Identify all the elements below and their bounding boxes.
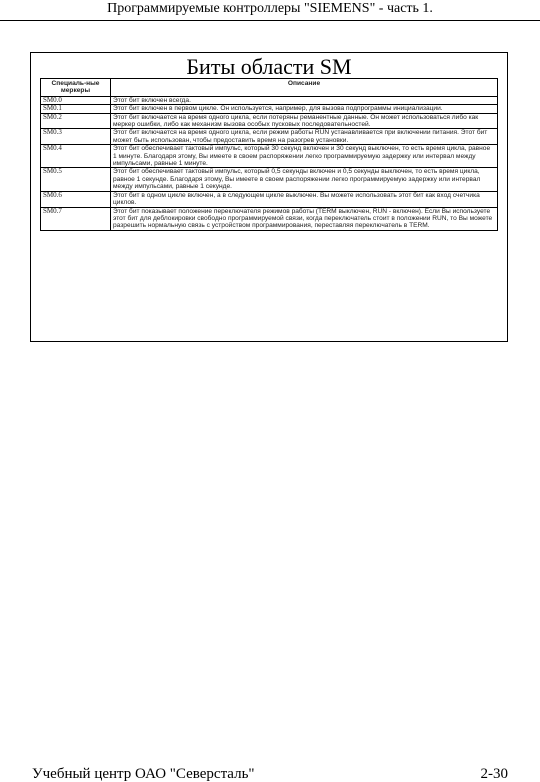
section-title: Биты области SM	[186, 54, 352, 79]
table-row	[41, 113, 498, 129]
page-header-text: Программируемые контроллеры "SIEMENS" - часть 1.	[107, 1, 433, 16]
table-row	[41, 129, 498, 145]
description-cell: Этот бит включается на время одного цикла, если режим работы RUN устанавливается при включении питания. Этот бит может быть использован, чтобы предоставить время на разогрев установки.	[111, 129, 498, 145]
marker-cell: SM0.7	[41, 207, 111, 230]
description-cell: Этот бит обеспечивает тактовый импульс, который 30 секунд включен и 30 секунд выключен, то есть время цикла, равное 1 минуте. Благодаря этому, Вы имеете в своем распоряжении легко программируемую задержку или интервал между импульсами, равные 1 минуте.	[111, 145, 498, 168]
description-cell: Этот бит обеспечивает тактовый импульс, который 0,5 секунды включен и 0,5 секунды выключен, то есть время цикла, равное 1 секунде. Благодаря этому, Вы имеете в своем распоряжении легко программируемую задержку или интервал между импульсами, равные 1 секунде.	[111, 168, 498, 191]
table-row	[41, 96, 498, 104]
column-header-description: Описание	[111, 79, 498, 97]
sm-bits-table	[40, 78, 498, 231]
column-header-markers: Специаль-ные меркеры	[41, 79, 111, 97]
table-row	[41, 145, 498, 168]
description-cell: Этот бит включен в первом цикле. Он используется, например, для вызова подпрограммы инициализации.	[111, 105, 498, 113]
table-row	[41, 168, 498, 191]
marker-cell: SM0.2	[41, 113, 111, 129]
table-row	[41, 105, 498, 113]
footer-organization: Учебный центр ОАО "Северсталь"	[32, 766, 255, 782]
marker-cell: SM0.6	[41, 191, 111, 207]
page-number: 2-30	[480, 766, 508, 782]
content-frame	[30, 52, 508, 342]
table-row	[41, 191, 498, 207]
page-header	[0, 0, 540, 21]
description-cell: Этот бит включается на время одного цикла, если потеряны реманентные данные. Он может использоваться либо как меркер ошибки, либо как механизм вызова особых пусковых последовательностей.	[111, 113, 498, 129]
marker-cell: SM0.5	[41, 168, 111, 191]
marker-cell: SM0.1	[41, 105, 111, 113]
description-cell: Этот бит показывает положение переключателя режимов работы (TERM выключен, RUN - включен). Если Вы используете этот бит для деблокировки свободно программируемой связи, когда переключатель стоит в положении RUN, то Вы можете разрешить нормальную связь с устройством программирования, переставляя переключатель в TERM.	[111, 207, 498, 230]
marker-cell: SM0.3	[41, 129, 111, 145]
marker-cell: SM0.4	[41, 145, 111, 168]
table-header-row	[41, 79, 498, 97]
page-footer	[32, 766, 508, 780]
table-row	[41, 207, 498, 230]
description-cell: Этот бит в одном цикле включен, а в следующем цикле выключен. Вы можете использовать этот бит как вход счетчика циклов.	[111, 191, 498, 207]
marker-cell: SM0.0	[41, 96, 111, 104]
description-cell: Этот бит включен всегда.	[111, 96, 498, 104]
